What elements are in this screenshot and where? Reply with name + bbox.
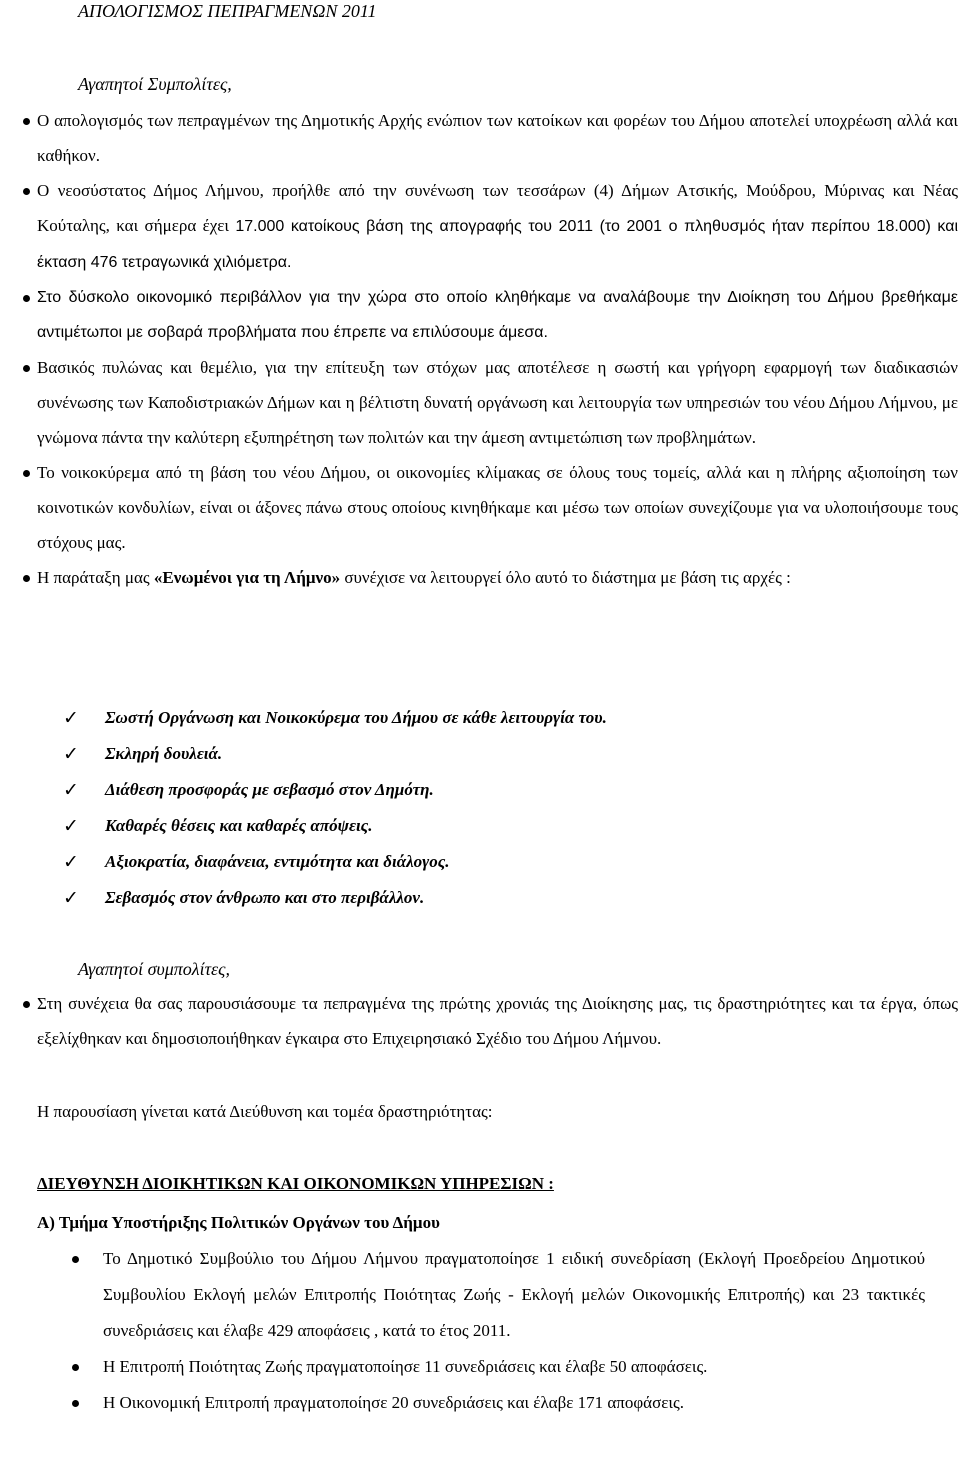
bullet-icon bbox=[72, 1256, 79, 1263]
check-icon: ✓ bbox=[63, 707, 79, 729]
second-greeting: Αγαπητοί συμπολίτες, bbox=[78, 959, 230, 979]
bullet-icon bbox=[23, 1001, 30, 1008]
intro-bullet-list bbox=[0, 103, 960, 595]
bullet-icon bbox=[23, 365, 30, 372]
list-item: Το Δημοτικό Συμβούλιο του Δήμου Λήμνου πραγματοποίησε 1 ειδική συνεδρίαση (Εκλογή Προεδρείου Δημοτικού Συμβουλίου Εκλογή μελών Επιτροπής Ποιότητας Ζωής - Εκλογή μελών Οικονομικής Επιτροπής) και 23 τακτικές συνεδριάσεις και έλαβε 429 αποφάσεις , κατά το έτος 2011. bbox=[0, 1241, 960, 1349]
bullet-icon bbox=[72, 1400, 79, 1407]
continuation-list bbox=[0, 986, 960, 1056]
pillar-paragraph: Βασικός πυλώνας και θεμέλιο, για την επίτευξη των στόχων μας αποτέλεσε η σωστή και γρήγορη εφαρμογή των διαδικασιών συνένωσης των Καποδιστριακών Δήμων και η βέλτιστη δυνατή οργάνωση και λειτουργία των υπηρεσιών του νέου Δήμου Λήμνου, με γνώμονα πάντα την καλύτερη εξυπηρέτηση των πολιτών και την άμεση αντιμετώπιση των προβλημάτων. bbox=[0, 350, 960, 455]
intro-paragraph: Ο απολογισμός των πεπραγμένων της Δημοτικής Αρχής ενώπιον των κατοίκων και φορέων του Δήμου αποτελεί υποχρέωση αλλά και καθήκον. bbox=[0, 103, 960, 173]
presentation-note: Η παρουσίαση γίνεται κατά Διεύθυνση και τομέα δραστηριότητας: bbox=[37, 1102, 493, 1121]
check-icon: ✓ bbox=[63, 743, 79, 765]
municipality-paragraph: Ο νεοσύστατος Δήμος Λήμνου, προήλθε από την συνένωση των τεσσάρων (4) Δήμων Ατσικής, Μούδρου, Μύρινας και Νέας Κούταλης, και σήμερα έχει 17.000 κατοίκους βάση της απογραφής του 2011 (το 2001 ο πληθυσμός ήταν περίπου 18.000) και έκταση 476 τετραγωνικά χιλιόμετρα. bbox=[0, 173, 960, 280]
section-heading: ΔΙΕΥΘΥΝΣΗ ΔΙΟΙΚΗΤΙΚΩΝ ΚΑΙ ΟΙΚΟΝΟΜΙΚΩΝ ΥΠΗΡΕΣΙΩΝ : bbox=[37, 1174, 554, 1193]
economic-environment-paragraph: Στο δύσκολο οικονομικό περιβάλλον για την χώρα στο οποίο κληθήκαμε να αναλάβουμε την Διοίκηση του Δήμου βρεθήκαμε αντιμέτωποι με σοβαρά προβλήματα που έπρεπε να επιλύσουμε άμεσα. bbox=[0, 280, 960, 350]
faction-paragraph: Η παράταξη μας «Ενωμένοι για τη Λήμνο» συνέχισε να λειτουργεί όλο αυτό το διάστημα με βάση τις αρχές : bbox=[0, 560, 960, 595]
check-icon: ✓ bbox=[63, 887, 79, 909]
bullet-icon bbox=[23, 575, 30, 582]
bullet-icon bbox=[23, 118, 30, 125]
bullet-icon bbox=[23, 295, 30, 302]
council-activity-list bbox=[0, 1241, 960, 1421]
document-title: ΑΠΟΛΟΓΙΣΜΟΣ ΠΕΠΡΑΓΜΕΝΩΝ 2011 bbox=[78, 1, 377, 21]
housekeeping-paragraph: Το νοικοκύρεμα από τη βάση του νέου Δήμου, οι οικονομίες κλίμακας σε όλους τους τομείς, αλλά και η πλήρης αξιοποίηση των κοινοτικών κονδυλίων, είναι οι άξονες πάνω στους οποίους κινηθήκαμε και μέσω των οποίων συνεχίζουμε για να υλοποιήσουμε τους στόχους μας. bbox=[0, 455, 960, 560]
check-icon: ✓ bbox=[63, 815, 79, 837]
faction-name: «Ενωμένοι για τη Λήμνο» bbox=[153, 568, 341, 587]
continuation-paragraph: Στη συνέχεια θα σας παρουσιάσουμε τα πεπραγμένα της πρώτης χρονιάς της Διοίκησης μας, τις δραστηριότητες και τα έργα, όπως εξελίχθηκαν και δημοσιοποιήθηκαν έγκαιρα στο Επιχειρησιακό Σχέδιο του Δήμου Λήμνου. bbox=[0, 986, 960, 1056]
subsection-heading: Α) Τμήμα Υποστήριξης Πολιτικών Οργάνων του Δήμου bbox=[37, 1213, 440, 1232]
greeting-heading: Αγαπητοί Συμπολίτες, bbox=[78, 74, 232, 94]
check-icon: ✓ bbox=[63, 779, 79, 801]
document-page: ΑΠΟΛΟΓΙΣΜΟΣ ΠΕΠΡΑΓΜΕΝΩΝ 2011 Αγαπητοί Συμπολίτες, Ο απολογισμός των πεπραγμένων της Δημοτικής Αρχής ενώπιον των κατοίκων και φορέων του Δήμου αποτελεί υποχρέωση αλλά και καθήκον. Ο νεοσύστατος Δήμος Λήμνου, προήλθε από την συνένωση των τεσσάρων (4) Δήμων Ατσικής, Μούδρου, Μύρινας και Νέας Κούταλης, και σήμερα έχει 17.000 κατοίκους βάση της απογραφής του 2011 (το 2001 ο πληθυσμός ήταν περίπου 18.000) και έκταση 476 τετραγωνικά χιλιόμετρα. Στο δύσκολο οικονομικό περιβάλλον για την χώρα στο οποίο κληθήκαμε να αναλάβουμε την Διοίκηση του Δήμου βρεθήκαμε αντιμέτωποι με σοβαρά προβλήματα που έπρεπε να επιλύσουμε άμεσα. Βασικός πυλώνας και θεμέλιο, για την επίτευξη των στόχων μας αποτέλεσε η σωστή και γρήγορη εφαρμογή των διαδικασιών συνένωσης των Καποδιστριακών Δήμων και η βέλτιστη δυνατή οργάνωση και λειτουργία των υπηρεσιών του νέου Δήμου Λήμνου, με γνώμονα πάντα την καλύτερη εξυπηρέτηση των πολιτών και την άμεση αντιμετώπιση των προβλημάτων. Το νοικοκύρεμα από τη βάση του νέου Δήμου, οι οικονομίες κλίμακας σε όλους τους τομείς, αλλά και η πλήρης αξιοποίηση των κοινοτικών κονδυλίων, είναι οι άξονες πάνω στους οποίους κινηθήκαμε και μέσω των οποίων συνεχίζουμε για να υλοποιήσουμε τους στόχους μας. Η παράταξη μας «Ενωμένοι για τη Λήμνο» συνέχισε να λειτουργεί όλο αυτό το διάστημα με βάση τις αρχές : ✓ Σωστή Οργάνωση και Νοικοκύρεμα του Δήμου σε κάθε λειτουργία του. ✓ Σκληρή δουλειά. ✓ Διάθεση προσφοράς με σεβασμό στον Δημότη. ✓ Καθαρές θέσεις και καθαρές απόψεις. ✓ Αξιοκρατία, διαφάνεια, εντιμότητα και διάλογος. ✓ Σεβασμός στον άνθρωπο και στο περιβάλλον. Αγαπητοί συμπολίτες, Στη συνέχεια θα σας παρουσιάσουμε τα πεπραγμένα της πρώτης χρονιάς της Διοίκησης μας, τις δραστηριότητες και τα έργα, όπως εξελίχθηκαν και δημοσιοποιήθηκαν έγκαιρα στο Επιχειρησιακό Σχέδιο του Δήμου Λήμνου. Η παρουσίαση γίνεται κατά Διεύθυνση και τομέα δραστηριότητας: ΔΙΕΥΘΥΝΣΗ ΔΙΟΙΚΗΤΙΚΩΝ ΚΑΙ ΟΙΚΟΝΟΜΙΚΩΝ ΥΠΗΡΕΣΙΩΝ : Α) Τμήμα Υποστήριξης Πολιτικών Οργάνων του Δήμου Το Δημοτικό Συμβούλιο του Δήμου Λήμνου πραγματοποίησε 1 ειδική συνεδρίαση (Εκλογή Προεδρείου Δημοτικού Συμβουλίου Εκλογή μελών Επιτροπής Ποιότητας Ζωής - Εκλογή μελών Οικονομικής Επιτροπής) και 23 τακτικές συνεδριάσεις και έλαβε 429 αποφάσεις , κατά το έτος 2011. Η Επιτροπή Ποιότητας Ζωής πραγματοποίησε 11 συνεδριάσεις και έλαβε 50 αποφάσεις. Η Οικονομική Επιτροπή πραγματοποίησε 20 συνεδριάσεις και έλαβε 171 αποφάσεις. bbox=[0, 0, 960, 1457]
list-item: Η Επιτροπή Ποιότητας Ζωής πραγματοποίησε 11 συνεδριάσεις και έλαβε 50 αποφάσεις. bbox=[0, 1349, 960, 1385]
list-item: Η Οικονομική Επιτροπή πραγματοποίησε 20 συνεδριάσεις και έλαβε 171 αποφάσεις. bbox=[0, 1385, 960, 1421]
bullet-icon bbox=[23, 188, 30, 195]
check-icon: ✓ bbox=[63, 851, 79, 873]
bullet-icon bbox=[23, 470, 30, 477]
bullet-icon bbox=[72, 1364, 79, 1371]
